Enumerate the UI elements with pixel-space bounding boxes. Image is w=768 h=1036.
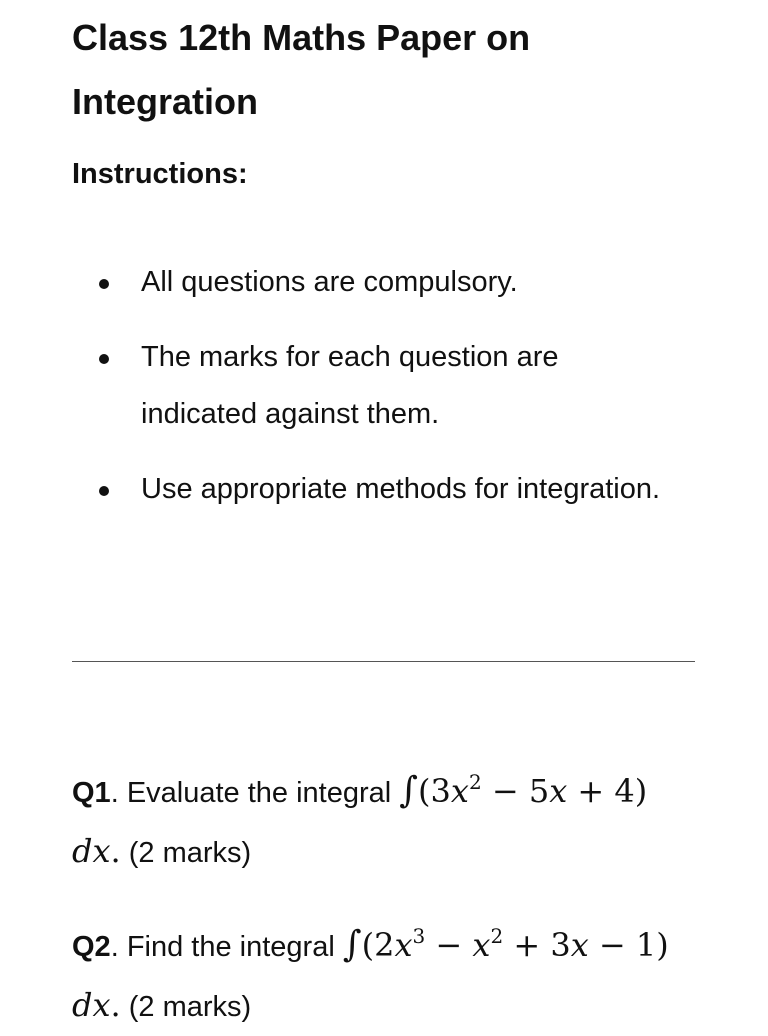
question-1 bbox=[72, 762, 672, 882]
instruction-text: The marks for each question are indicated against them. bbox=[141, 341, 559, 430]
question-marks: (2 marks) bbox=[128, 991, 252, 1023]
instruction-item bbox=[96, 254, 676, 311]
instruction-text: Use appropriate methods for integration. bbox=[141, 473, 661, 505]
question-number-dot: . bbox=[110, 777, 119, 809]
question-prompt: Evaluate the integral bbox=[126, 777, 392, 809]
integral-expression: $\int(3x^2 - 5x + 4)$ dx. bbox=[72, 770, 648, 870]
instructions-heading: Instructions: bbox=[72, 158, 248, 190]
bullet-icon bbox=[99, 486, 109, 496]
instruction-item bbox=[96, 461, 676, 518]
question-marks: (2 marks) bbox=[128, 837, 252, 869]
question-2 bbox=[72, 916, 672, 1036]
section-divider bbox=[72, 661, 695, 662]
question-number: Q2 bbox=[72, 931, 111, 963]
question-number-dot: . bbox=[110, 931, 119, 963]
bullet-icon bbox=[99, 279, 109, 289]
question-prompt: Find the integral bbox=[126, 931, 335, 963]
integral-expression: $\int(2x^3 - x^2 + 3x - 1)$ dx. bbox=[72, 924, 669, 1024]
instruction-item bbox=[96, 329, 676, 443]
bullet-icon bbox=[99, 354, 109, 364]
instructions-list bbox=[96, 254, 676, 536]
page-title: Class 12th Maths Paper on Integration bbox=[72, 17, 531, 122]
instruction-text: All questions are compulsory. bbox=[141, 266, 518, 298]
question-number: Q1 bbox=[72, 777, 111, 809]
